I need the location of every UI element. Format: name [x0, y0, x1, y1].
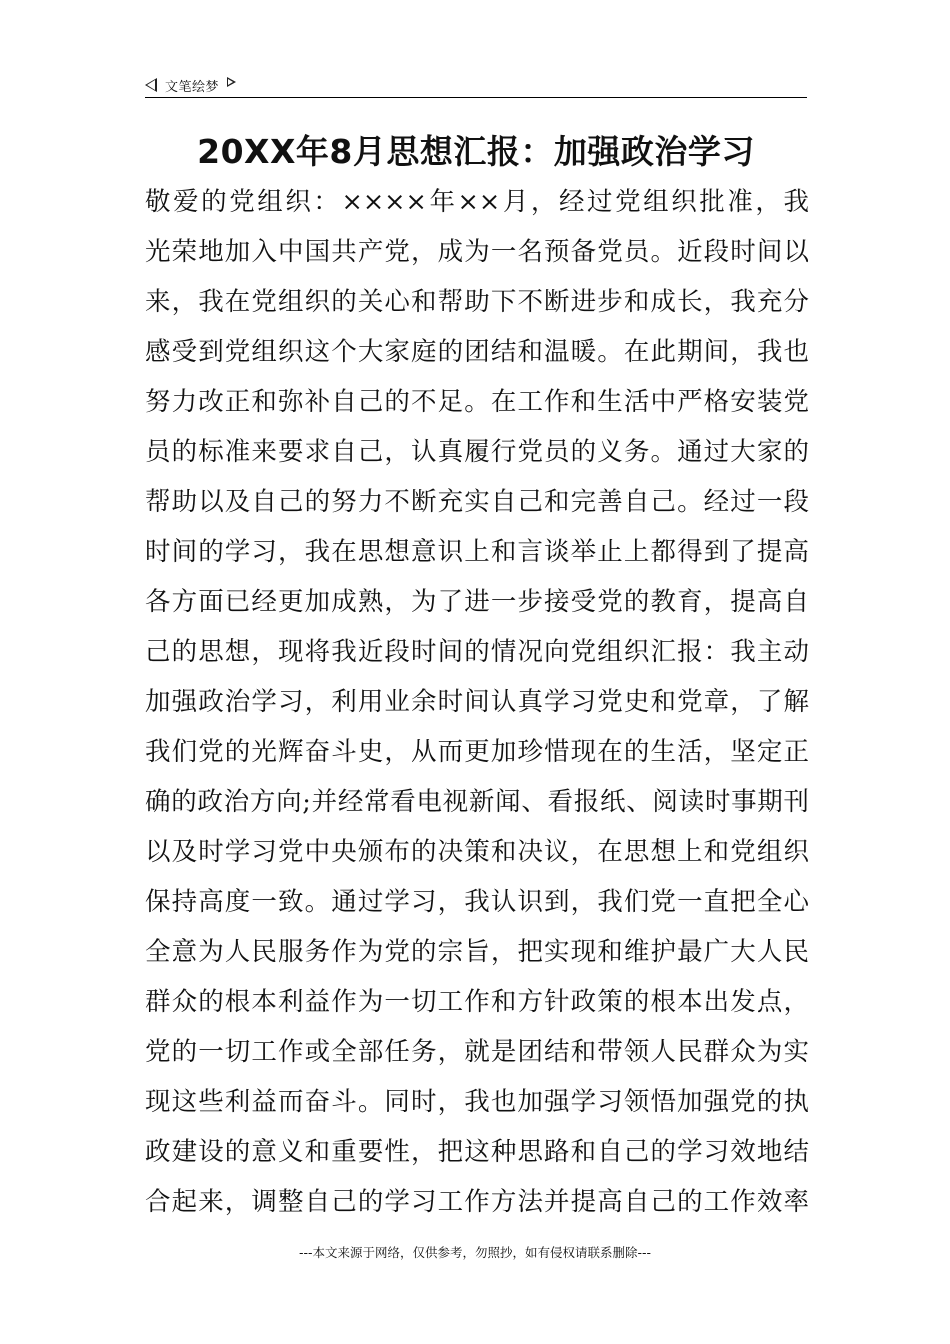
page-header	[145, 74, 807, 98]
header-brand: 文笔绘梦	[165, 79, 220, 95]
body-line: 党的一切工作或全部任务，就是团结和带领人民群众为实	[145, 1037, 809, 1067]
document-title: 20XX年8月思想汇报：加强政治学习	[197, 132, 755, 171]
body-line: 帮助以及自己的努力不断充实自己和完善自己。经过一段	[145, 487, 809, 517]
body-line: 我们党的光辉奋斗史，从而更加珍惜现在的生活，坚定正	[145, 737, 809, 767]
body-line: 光荣地加入中国共产党，成为一名预备党员。近段时间以	[145, 237, 809, 267]
body-line: 加强政治学习，利用业余时间认真学习党史和党章，了解	[145, 687, 809, 717]
body-line: 群众的根本利益作为一切工作和方针政策的根本出发点，	[145, 987, 809, 1017]
body-line: 来，我在党组织的关心和帮助下不断进步和成长，我充分	[145, 287, 809, 317]
body-line: 全意为人民服务作为党的宗旨，把实现和维护最广大人民	[145, 937, 809, 967]
document-body	[145, 180, 809, 1230]
body-line: 合起来，调整自己的学习工作方法并提高自己的工作效率	[145, 1187, 809, 1217]
body-line: 敬爱的党组织：××××年××月，经过党组织批准，我	[145, 187, 809, 217]
body-line: 以及时学习党中央颁布的决策和决议，在思想上和党组织	[145, 837, 809, 867]
header-divider	[145, 97, 807, 98]
body-line: 员的标准来要求自己，认真履行党员的义务。通过大家的	[145, 437, 809, 467]
body-line: 时间的学习，我在思想意识上和言谈举止上都得到了提高	[145, 537, 809, 567]
left-triangle-icon	[145, 78, 157, 92]
body-line: 保持高度一致。通过学习，我认识到，我们党一直把全心	[145, 887, 809, 917]
body-line: 己的思想，现将我近段时间的情况向党组织汇报：我主动	[145, 637, 809, 667]
right-triangle-icon	[227, 77, 236, 87]
body-line: 现这些利益而奋斗。同时，我也加强学习领悟加强党的执	[145, 1087, 809, 1117]
page-footer-note: ---本文来源于网络，仅供参考，勿照抄，如有侵权请联系删除---	[298, 1245, 652, 1260]
body-line: 政建设的意义和重要性，把这种思路和自己的学习效地结	[145, 1137, 809, 1167]
body-line: 感受到党组织这个大家庭的团结和温暖。在此期间，我也	[145, 337, 809, 367]
body-line: 各方面已经更加成熟，为了进一步接受党的教育，提高自	[145, 587, 809, 617]
body-line: 努力改正和弥补自己的不足。在工作和生活中严格安装党	[145, 387, 809, 417]
body-line: 确的政治方向;并经常看电视新闻、看报纸、阅读时事期刊	[145, 787, 809, 817]
